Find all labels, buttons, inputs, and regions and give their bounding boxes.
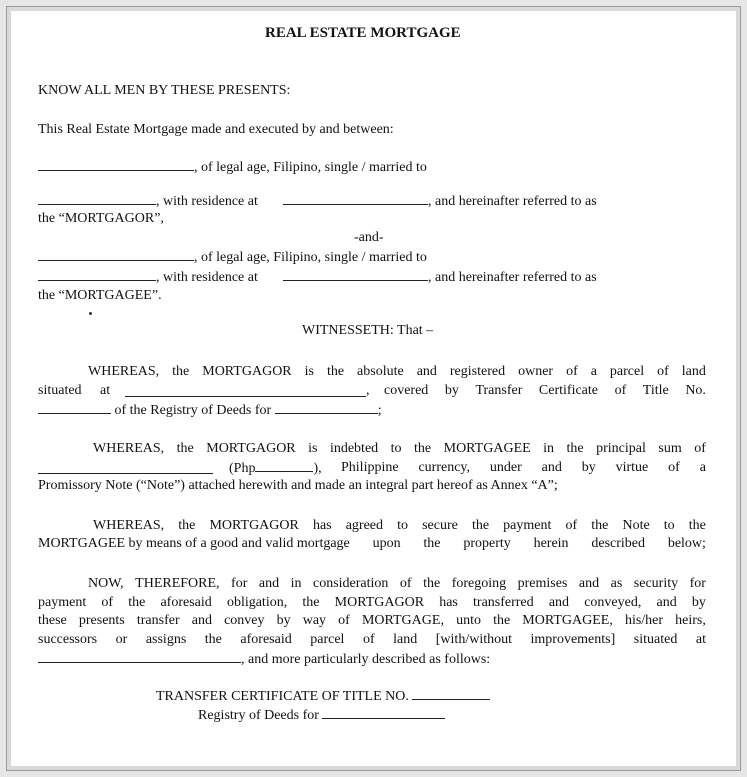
word: described bbox=[591, 536, 646, 551]
word: WHEREAS, bbox=[93, 518, 165, 533]
tct-registry-line bbox=[198, 707, 445, 724]
word: MORTGAGOR bbox=[206, 441, 296, 456]
mortgagor-residence-text: , with residence at bbox=[156, 194, 258, 209]
word: [with/without bbox=[435, 632, 512, 647]
mortgagee-address-line bbox=[283, 269, 597, 286]
word: of bbox=[657, 364, 669, 379]
mortgagor-label: the “MORTGAGOR”, bbox=[38, 211, 164, 226]
tct-label: TRANSFER CERTIFICATE OF TITLE NO. bbox=[156, 689, 409, 704]
witnesseth-heading: WITNESSETH: That – bbox=[302, 323, 434, 338]
word: improvements] bbox=[530, 632, 616, 647]
document-title: REAL ESTATE MORTGAGE bbox=[265, 25, 461, 41]
word: aforesaid bbox=[240, 632, 292, 647]
word: parcel bbox=[310, 632, 345, 647]
word: sum bbox=[658, 441, 682, 456]
php-amount-field[interactable] bbox=[255, 460, 313, 472]
word: his/her bbox=[624, 613, 664, 628]
tct-number-field[interactable] bbox=[412, 688, 490, 700]
mortgagor-residence-line bbox=[38, 193, 258, 210]
word: of bbox=[614, 383, 627, 398]
word: successors bbox=[38, 632, 98, 647]
word: MORTGAGE, bbox=[361, 613, 444, 628]
word: foregoing bbox=[451, 576, 507, 591]
word: has bbox=[439, 595, 458, 610]
word: payment bbox=[38, 595, 87, 610]
word: herein bbox=[533, 536, 569, 551]
word: by bbox=[581, 460, 596, 475]
word: land bbox=[681, 364, 706, 379]
word: to bbox=[397, 518, 409, 533]
word: of bbox=[668, 460, 680, 475]
word: the bbox=[178, 518, 196, 533]
whereas-1-situated: situated bbox=[38, 383, 82, 398]
word: aforesaid bbox=[160, 595, 212, 610]
word: Note bbox=[622, 518, 650, 533]
mortgagee-hereinafter-text: , and hereinafter referred to as bbox=[428, 270, 597, 285]
mortgagee-residence-line bbox=[38, 269, 258, 286]
word: agreed bbox=[345, 518, 384, 533]
word: of bbox=[101, 595, 114, 610]
word: Transfer bbox=[475, 383, 523, 398]
now-therefore-line-4 bbox=[38, 632, 706, 648]
word: the bbox=[566, 441, 584, 456]
whereas-2-line-3: Promissory Note (“Note”) attached herewith and made an integral part hereof as Annex “A”; bbox=[38, 478, 558, 493]
word: the bbox=[302, 595, 320, 610]
whereas-1-line-1 bbox=[88, 364, 706, 380]
word: NOW, bbox=[88, 576, 124, 591]
whereas-2-line-2: (Php ), Philippine currency, under and by virtue of a bbox=[38, 460, 706, 476]
whereas-1-registry: of the Registry of Deeds for bbox=[114, 403, 272, 418]
and-separator: -and- bbox=[354, 230, 384, 245]
title-number-field[interactable] bbox=[38, 402, 111, 414]
mortgagee-label: the “MORTGAGEE”. bbox=[38, 288, 162, 303]
word: transferred bbox=[473, 595, 534, 610]
word: the bbox=[414, 441, 432, 456]
word: MORTGAGOR bbox=[334, 595, 425, 610]
word: situated bbox=[633, 632, 678, 647]
word: a bbox=[590, 364, 597, 379]
word: and bbox=[578, 576, 600, 591]
word: Title bbox=[642, 383, 669, 398]
word: payment bbox=[503, 518, 552, 533]
word: at bbox=[695, 632, 706, 647]
word: unto bbox=[456, 613, 481, 628]
word: has bbox=[312, 518, 332, 533]
principal-sum-words-field[interactable] bbox=[38, 462, 213, 474]
word: conveyed, bbox=[584, 595, 642, 610]
whereas-3-line-2 bbox=[38, 536, 706, 552]
word: convey bbox=[224, 613, 265, 628]
word: in bbox=[543, 441, 555, 456]
word: Certificate bbox=[538, 383, 598, 398]
mortgagor-name-field[interactable] bbox=[38, 159, 194, 171]
word: as bbox=[610, 576, 623, 591]
word: in bbox=[290, 576, 302, 591]
word: the bbox=[204, 632, 222, 647]
mortgagor-address-line bbox=[283, 193, 597, 210]
word: consideration bbox=[312, 576, 389, 591]
word: a bbox=[699, 460, 706, 475]
word: and bbox=[541, 460, 562, 475]
word: assigns bbox=[145, 632, 187, 647]
word: registered bbox=[449, 364, 506, 379]
mortgagee-address-field[interactable] bbox=[283, 269, 428, 281]
word: MORTGAGOR bbox=[209, 518, 299, 533]
word: and bbox=[191, 613, 212, 628]
tct-line bbox=[156, 688, 490, 705]
mortgagor-address-field[interactable] bbox=[283, 193, 428, 205]
word: the bbox=[172, 364, 190, 379]
word: property bbox=[463, 536, 511, 551]
mortgagor-hereinafter-text: , and hereinafter referred to as bbox=[428, 194, 597, 209]
word: these bbox=[38, 613, 67, 628]
property-location-field[interactable] bbox=[38, 651, 241, 663]
word: to bbox=[390, 441, 402, 456]
tct-registry-label: Registry of Deeds for bbox=[198, 708, 319, 723]
word: virtue bbox=[615, 460, 649, 475]
word: MORTGAGOR bbox=[202, 364, 292, 379]
land-location-field[interactable] bbox=[125, 385, 366, 397]
mortgagor-name-line bbox=[38, 159, 427, 176]
word: parcel bbox=[609, 364, 645, 379]
word: indebted bbox=[329, 441, 379, 456]
whereas-1-line-3: of the Registry of Deeds for ; bbox=[38, 402, 382, 419]
now-therefore-line-2 bbox=[38, 595, 706, 611]
word: way bbox=[302, 613, 327, 628]
mortgagor-age-text: , of legal age, Filipino, single / married to bbox=[194, 160, 427, 175]
word: by bbox=[691, 595, 706, 610]
word: of bbox=[362, 632, 375, 647]
word: for bbox=[231, 576, 248, 591]
word: the bbox=[493, 613, 511, 628]
word: of bbox=[565, 518, 578, 533]
word: the bbox=[591, 518, 609, 533]
whereas-1-covered bbox=[384, 383, 706, 399]
word: presents bbox=[78, 613, 125, 628]
word: is bbox=[308, 441, 318, 456]
mortgagee-age-text: , of legal age, Filipino, single / married to bbox=[194, 250, 427, 265]
word: premises bbox=[517, 576, 568, 591]
mortgagee-residence-text: , with residence at bbox=[156, 270, 258, 285]
word: No. bbox=[685, 383, 706, 398]
word: absolute bbox=[357, 364, 404, 379]
mortgagee-name-field[interactable] bbox=[38, 249, 194, 261]
word: Philippine bbox=[341, 460, 399, 475]
word: the bbox=[423, 576, 441, 591]
word: by bbox=[276, 613, 291, 628]
word: owner bbox=[518, 364, 554, 379]
word: upon bbox=[372, 536, 401, 551]
word: to bbox=[663, 518, 675, 533]
word: under bbox=[489, 460, 522, 475]
word: heirs, bbox=[675, 613, 706, 628]
word: land bbox=[393, 632, 418, 647]
word: the bbox=[326, 364, 345, 379]
word: the bbox=[471, 518, 490, 533]
whereas-2-line-1 bbox=[93, 441, 706, 457]
word: and bbox=[258, 576, 280, 591]
mortgagee-name-line bbox=[38, 249, 427, 266]
word: the bbox=[688, 518, 706, 533]
word: and bbox=[416, 364, 437, 379]
word: of bbox=[338, 613, 350, 628]
word: MORTGAGEE by means of a good and valid mortgage bbox=[38, 536, 350, 551]
word: security bbox=[633, 576, 679, 591]
word: the bbox=[423, 536, 441, 551]
word: the bbox=[128, 595, 146, 610]
word: is bbox=[304, 364, 314, 379]
word: MORTGAGEE, bbox=[522, 613, 613, 628]
whereas-2-currency bbox=[341, 460, 706, 476]
mortgagee-spouse-field[interactable] bbox=[38, 269, 156, 281]
word: and bbox=[548, 595, 570, 610]
word: and bbox=[656, 595, 677, 610]
word: of bbox=[566, 364, 578, 379]
word: the bbox=[176, 441, 194, 456]
word: transfer bbox=[136, 613, 180, 628]
know-all-heading: KNOW ALL MEN BY THESE PRESENTS: bbox=[38, 83, 291, 98]
word: or bbox=[115, 632, 128, 647]
whereas-3-line-1 bbox=[93, 518, 706, 534]
word: covered bbox=[384, 383, 429, 398]
word: principal bbox=[596, 441, 646, 456]
word: WHEREAS, bbox=[88, 364, 160, 379]
intro-text: This Real Estate Mortgage made and executed by and between: bbox=[38, 122, 394, 137]
word: currency, bbox=[418, 460, 470, 475]
word: MORTGAGEE bbox=[443, 441, 531, 456]
word: secure bbox=[422, 518, 458, 533]
whereas-1-line-2: situated at , covered by Transfer Certificate of Title No. bbox=[38, 383, 706, 398]
whereas-1-at: at bbox=[100, 383, 111, 398]
word: WHEREAS, bbox=[93, 441, 165, 456]
word: of bbox=[399, 576, 412, 591]
word: for bbox=[689, 576, 706, 591]
word: obligation, bbox=[226, 595, 288, 610]
registry-location-field[interactable] bbox=[275, 402, 378, 414]
word: THEREFORE, bbox=[135, 576, 220, 591]
word: of bbox=[694, 441, 706, 456]
mortgagor-spouse-field[interactable] bbox=[38, 193, 156, 205]
word: by bbox=[444, 383, 459, 398]
word: below; bbox=[667, 536, 706, 551]
stray-mark bbox=[89, 312, 92, 315]
tct-registry-field[interactable] bbox=[322, 707, 445, 719]
now-therefore-line-5: , and more particularly described as follows: bbox=[38, 651, 490, 668]
now-therefore-line-3 bbox=[38, 613, 706, 629]
now-therefore-line-1 bbox=[88, 576, 706, 592]
